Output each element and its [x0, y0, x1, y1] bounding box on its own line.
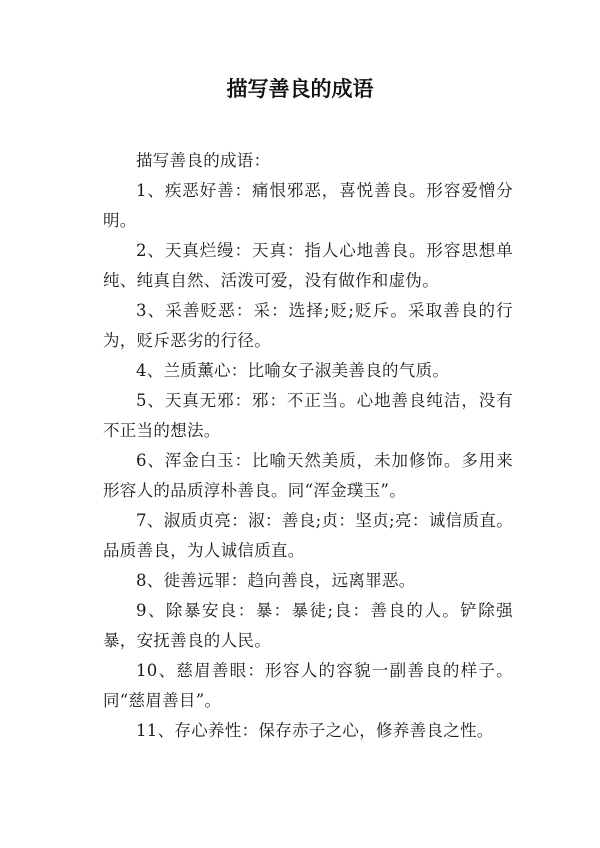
idiom-entry-7: 7、淑质贞亮：淑：善良;贞：坚贞;亮：诚信质直。品质善良，为人诚信质直。: [103, 511, 513, 560]
idiom-entry-11: 11、存心养性：保存赤子之心，修养善良之性。: [136, 721, 494, 740]
idiom-entry-2: 2、天真烂缦：天真：指人心地善良。形容思想单纯、纯真自然、活泼可爱，没有做作和虚伪。: [103, 241, 513, 290]
idiom-entry-1: 1、疾恶好善：痛恨邪恶，喜悦善良。形容爱憎分明。: [103, 181, 513, 230]
idiom-entry-10: 10、慈眉善眼：形容人的容貌一副善良的样子。同“慈眉善目”。: [103, 661, 513, 710]
idiom-entry-6: 6、浑金白玉：比喻天然美质，未加修饰。多用来形容人的品质淳朴善良。同“浑金璞玉”。: [103, 451, 513, 500]
document-title: 描写善良的成语: [226, 77, 374, 101]
idiom-entry-9: 9、除暴安良：暴：暴徒;良：善良的人。铲除强暴，安抚善良的人民。: [103, 601, 513, 650]
idiom-entry-5: 5、天真无邪：邪：不正当。心地善良纯洁，没有不正当的想法。: [103, 391, 513, 440]
document-body: [103, 146, 513, 746]
idiom-entry-4: 4、兰质薰心：比喻女子淑美善良的气质。: [136, 361, 450, 380]
idiom-entry-8: 8、徙善远罪：趋向善良，远离罪恶。: [136, 571, 416, 590]
intro-paragraph: 描写善良的成语：: [136, 151, 271, 170]
idiom-entry-3: 3、采善贬恶：采：选择;贬;贬斥。采取善良的行为，贬斥恶劣的行径。: [103, 301, 513, 350]
